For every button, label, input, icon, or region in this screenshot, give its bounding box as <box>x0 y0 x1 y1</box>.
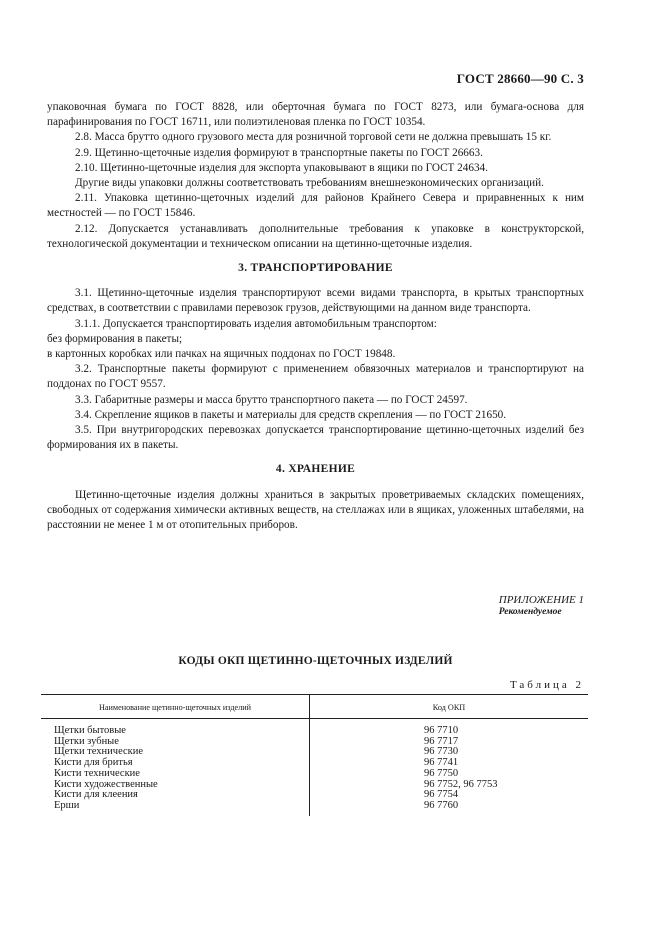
okp-code-cell: 96 7710 <box>424 725 459 736</box>
paragraph-3-1: 3.1. Щетинно-щеточные изделия транспортируют всеми видами транспорта, в крытых транспортных средствах, в соответствии с правилами перевозок грузов, действующими на данном виде транспорта. <box>47 287 584 315</box>
okp-code-cell: 96 7741 <box>424 757 459 769</box>
product-name-cell: Кисти художественные <box>41 780 310 791</box>
paragraph-2-9: 2.9. Щетинно-щеточные изделия формируют в транспортные пакеты по ГОСТ 26663. <box>75 146 483 159</box>
table-row <box>41 719 588 737</box>
table-title: КОДЫ ОКП ЩЕТИННО-ЩЕТОЧНЫХ ИЗДЕЛИЙ <box>178 655 453 667</box>
paragraph-3-3: 3.3. Габаритные размеры и масса брутто транспортного пакета — по ГОСТ 24597. <box>75 393 468 406</box>
column-header-name: Наименование щетинно-щеточных изделий <box>41 695 310 719</box>
okp-code-cell: 96 7752, 96 7753 <box>424 778 498 790</box>
appendix-label <box>499 594 584 618</box>
paragraph-3-1-1: 3.1.1. Допускается транспортировать изделия автомобильным транспортом: <box>75 317 437 330</box>
paragraph-2-11: 2.11. Упаковка щетинно-щеточных изделий для районов Крайнего Севера и приравненных к ним местностей — по ГОСТ 15846. <box>47 192 584 220</box>
okp-code-cell: 96 7730 <box>424 746 459 758</box>
product-name-cell: Щетки бытовые <box>41 719 310 737</box>
okp-code-cell: 96 7754 <box>424 789 459 801</box>
section-title-storage: 4. ХРАНЕНИЕ <box>275 463 356 476</box>
product-name-cell: Щетки зубные <box>41 737 310 748</box>
paragraph-3-5: 3.5. При внутригородских перевозках допускается транспортирование щетинно-щеточных изделий без формирования их в пакеты. <box>47 424 584 452</box>
product-name-cell: Ерши <box>41 801 310 816</box>
okp-codes-table <box>41 694 588 816</box>
document-body <box>47 100 584 533</box>
paragraph-cardboard-boxes: в картонных коробках или пачках на ящичных поддонах по ГОСТ 19848. <box>47 348 396 361</box>
appendix-number: ПРИЛОЖЕНИЕ 1 <box>498 594 584 606</box>
table-row <box>41 769 588 780</box>
product-name-cell: Кисти технические <box>41 769 310 780</box>
column-header-code: Код ОКП <box>310 695 589 719</box>
product-name-cell: Кисти для бритья <box>41 758 310 769</box>
paragraph-packaging-continued: упаковочная бумага по ГОСТ 8828, или оберточная бумага по ГОСТ 8273, или бумага-основа для парафинирования по ГОСТ 16711, или полиэтиленовая пленка по ГОСТ 10354. <box>47 101 584 129</box>
paragraph-2-8: 2.8. Масса брутто одного грузового места для розничной торговой сети не должна превышать 15 кг. <box>75 131 552 144</box>
okp-code-cell: 96 7750 <box>424 767 459 779</box>
table-row <box>41 790 588 801</box>
page-header: ГОСТ 28660—90 С. 3 <box>456 71 584 86</box>
paragraph-2-10: 2.10. Щетинно-щеточные изделия для экспорта упаковывают в ящики по ГОСТ 24634. <box>75 161 488 174</box>
okp-code-cell: 96 7760 <box>424 799 459 811</box>
paragraph-3-2: 3.2. Транспортные пакеты формируют с применением обвязочных материалов и транспортируют на поддонах по ГОСТ 9557. <box>47 363 584 391</box>
paragraph-3-4: 3.4. Скрепление ящиков в пакеты и материалы для средств скрепления — по ГОСТ 21650. <box>75 408 507 421</box>
table-row <box>41 801 588 816</box>
product-name-cell: Щетки технические <box>41 747 310 758</box>
okp-code-cell: 96 7717 <box>424 735 459 747</box>
paragraph-no-packs: без формирования в пакеты; <box>47 332 183 345</box>
table-header-row <box>41 695 588 719</box>
table-number: Таблица 2 <box>509 679 584 691</box>
product-name-cell: Кисти для клеения <box>41 790 310 801</box>
paragraph-2-12: 2.12. Допускается устанавливать дополнительные требования к упаковке в конструкторской, технологической документации и техническом описании на щетинно-щеточные изделия. <box>47 222 584 250</box>
paragraph-storage: Щетинно-щеточные изделия должны храниться в закрытых проветриваемых складских помещениях, свободных от содержания химически активных веществ, на стеллажах или в ящиках, уложенных штабелями, на расстоянии не менее 1 м от отопительных приборов. <box>47 488 584 532</box>
paragraph-other-packaging: Другие виды упаковки должны соответствовать требованиям внешнеэкономических организаций. <box>75 177 544 190</box>
appendix-status: Рекомендуемое <box>498 607 562 617</box>
section-title-transport: 3. ТРАНСПОРТИРОВАНИЕ <box>238 262 393 275</box>
